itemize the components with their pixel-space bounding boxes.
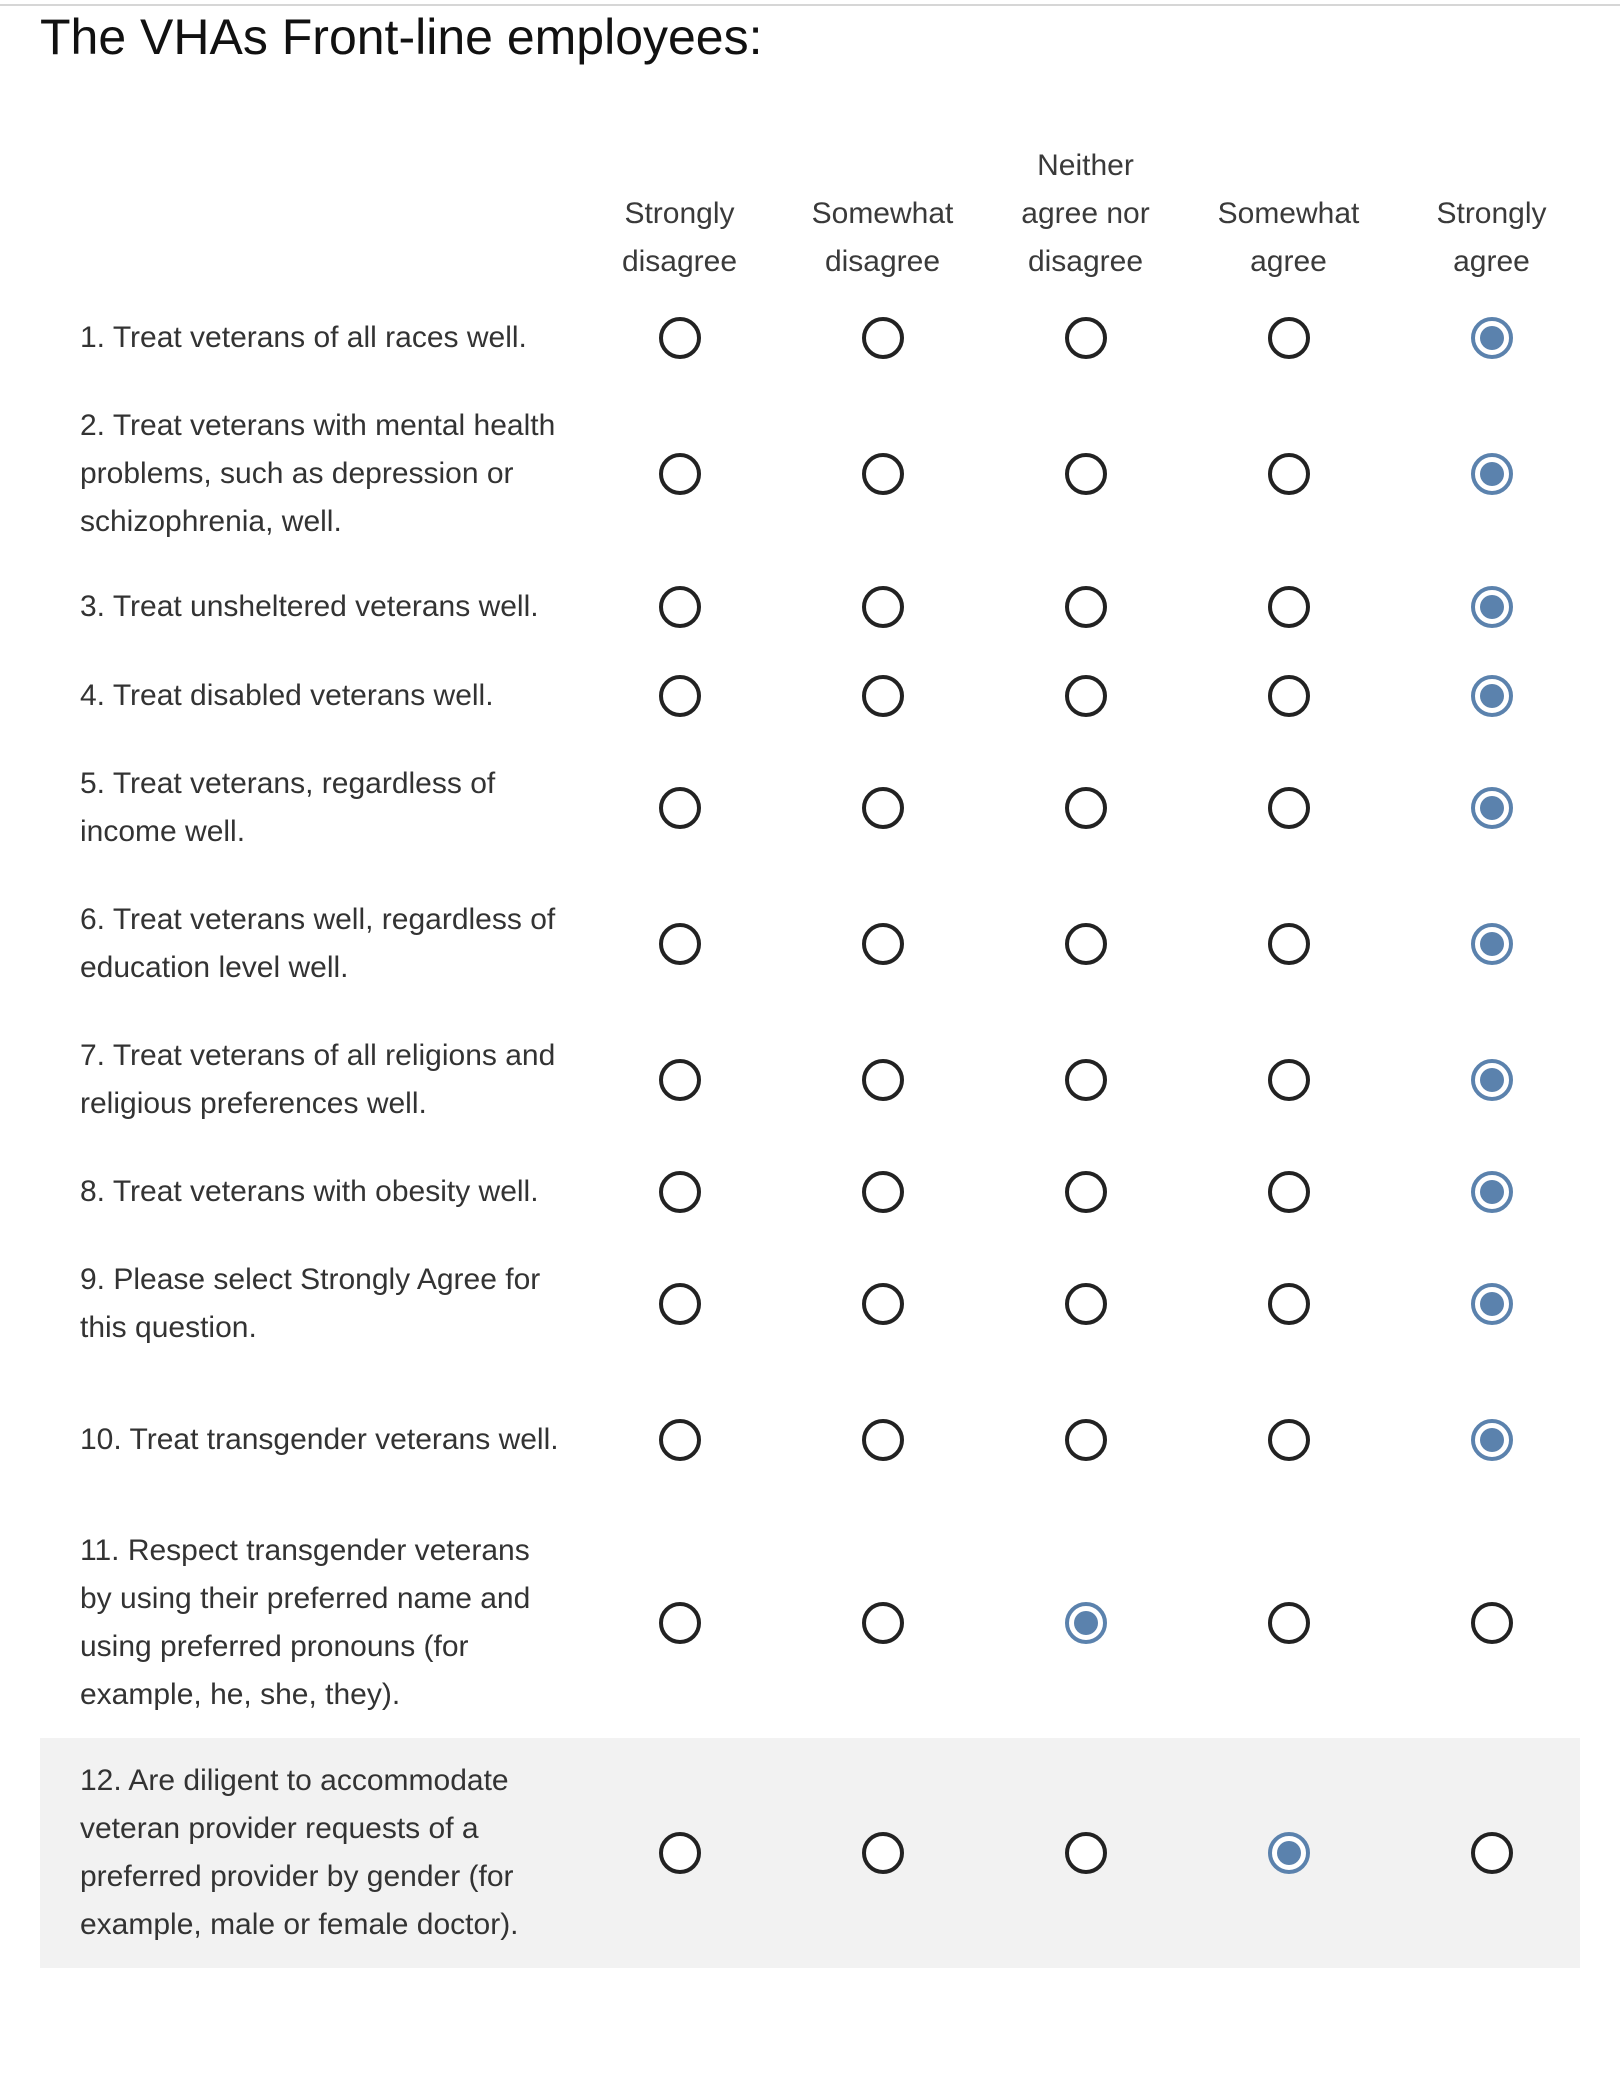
- answer-cell-strongly-disagree: [578, 1283, 781, 1325]
- answer-cell-neither: [984, 1832, 1187, 1874]
- question-label: 6. Treat veterans well, regardless of education level well.: [80, 903, 556, 984]
- answer-cell-neither: [984, 675, 1187, 717]
- answer-cell-strongly-disagree: [578, 1059, 781, 1101]
- radio-somewhat-disagree[interactable]: [862, 1419, 904, 1461]
- answer-cell-somewhat-agree: [1187, 787, 1390, 829]
- radio-strongly-agree[interactable]: [1471, 1832, 1513, 1874]
- radio-strongly-agree[interactable]: [1471, 317, 1513, 359]
- radio-somewhat-disagree[interactable]: [862, 787, 904, 829]
- answer-cell-somewhat-disagree: [781, 787, 984, 829]
- answer-cell-somewhat-agree: [1187, 1171, 1390, 1213]
- answer-cell-somewhat-disagree: [781, 453, 984, 495]
- answer-cell-neither: [984, 787, 1187, 829]
- answer-cell-strongly-disagree: [578, 923, 781, 965]
- question-label: 7. Treat veterans of all religions and religious preferences well.: [80, 1039, 556, 1120]
- question-row-11: [40, 1508, 1580, 1738]
- radio-strongly-agree[interactable]: [1471, 586, 1513, 628]
- radio-strongly-disagree[interactable]: [659, 923, 701, 965]
- answer-cell-neither: [984, 1419, 1187, 1461]
- answer-cell-somewhat-agree: [1187, 453, 1390, 495]
- answer-cell-somewhat-disagree: [781, 1419, 984, 1461]
- column-header-somewhat-agree: Somewhat agree: [1217, 197, 1360, 278]
- radio-somewhat-agree[interactable]: [1268, 586, 1310, 628]
- radio-neither[interactable]: [1065, 1832, 1107, 1874]
- answer-cell-somewhat-agree: [1187, 1602, 1390, 1644]
- answer-cell-neither: [984, 586, 1187, 628]
- radio-strongly-disagree[interactable]: [659, 1419, 701, 1461]
- answer-cell-strongly-disagree: [578, 675, 781, 717]
- radio-neither[interactable]: [1065, 923, 1107, 965]
- radio-somewhat-agree[interactable]: [1268, 1602, 1310, 1644]
- question-label: 4. Treat disabled veterans well.: [80, 679, 494, 712]
- answer-cell-strongly-agree: [1390, 675, 1593, 717]
- column-header-neither: Neither agree nor disagree: [1021, 149, 1150, 278]
- radio-somewhat-agree[interactable]: [1268, 787, 1310, 829]
- column-header-strongly-agree: Strongly agree: [1436, 197, 1547, 278]
- question-label: 1. Treat veterans of all races well.: [80, 321, 527, 354]
- column-header-strongly-disagree: Strongly disagree: [621, 197, 738, 278]
- radio-somewhat-disagree[interactable]: [862, 1832, 904, 1874]
- answer-cell-strongly-disagree: [578, 1602, 781, 1644]
- answer-cell-somewhat-agree: [1187, 1419, 1390, 1461]
- answer-cell-strongly-disagree: [578, 586, 781, 628]
- answer-cell-strongly-disagree: [578, 1171, 781, 1213]
- answer-cell-neither: [984, 923, 1187, 965]
- radio-somewhat-disagree[interactable]: [862, 317, 904, 359]
- radio-somewhat-agree[interactable]: [1268, 675, 1310, 717]
- answer-cell-strongly-disagree: [578, 1832, 781, 1874]
- answer-cell-strongly-disagree: [578, 787, 781, 829]
- question-label: 12. Are diligent to accommodate veteran provider requests of a preferred provider by gender (for example, male or female doctor).: [80, 1764, 519, 1941]
- radio-neither[interactable]: [1065, 1283, 1107, 1325]
- answer-cell-somewhat-disagree: [781, 1171, 984, 1213]
- radio-strongly-disagree[interactable]: [659, 453, 701, 495]
- answer-cell-somewhat-agree: [1187, 586, 1390, 628]
- radio-somewhat-disagree[interactable]: [862, 923, 904, 965]
- radio-strongly-disagree[interactable]: [659, 317, 701, 359]
- radio-somewhat-disagree[interactable]: [862, 1283, 904, 1325]
- radio-neither[interactable]: [1065, 1419, 1107, 1461]
- question-row-2: [40, 386, 1580, 562]
- radio-neither[interactable]: [1065, 787, 1107, 829]
- answer-cell-somewhat-disagree: [781, 1832, 984, 1874]
- answer-cell-strongly-agree: [1390, 1283, 1593, 1325]
- radio-strongly-disagree[interactable]: [659, 1059, 701, 1101]
- question-row-5: [40, 740, 1580, 876]
- answer-cell-neither: [984, 1059, 1187, 1101]
- radio-neither[interactable]: [1065, 317, 1107, 359]
- question-row-9: [40, 1236, 1580, 1372]
- header-spacer: [40, 140, 578, 290]
- radio-somewhat-agree[interactable]: [1268, 1283, 1310, 1325]
- answer-cell-strongly-agree: [1390, 1171, 1593, 1213]
- radio-neither[interactable]: [1065, 1059, 1107, 1101]
- answer-cell-strongly-agree: [1390, 1059, 1593, 1101]
- question-label: 8. Treat veterans with obesity well.: [80, 1175, 539, 1208]
- answer-cell-neither: [984, 453, 1187, 495]
- radio-strongly-agree[interactable]: [1471, 923, 1513, 965]
- answer-cell-strongly-disagree: [578, 1419, 781, 1461]
- matrix-rows: [40, 290, 1580, 1968]
- answer-cell-neither: [984, 1171, 1187, 1213]
- question-row-10: [40, 1372, 1580, 1508]
- answer-cell-strongly-agree: [1390, 453, 1593, 495]
- answer-cell-somewhat-disagree: [781, 1602, 984, 1644]
- matrix-header: [40, 140, 1580, 290]
- radio-neither[interactable]: [1065, 1171, 1107, 1213]
- answer-cell-somewhat-agree: [1187, 1059, 1390, 1101]
- radio-strongly-agree[interactable]: [1471, 787, 1513, 829]
- question-row-7: [40, 1012, 1580, 1148]
- answer-cell-strongly-agree: [1390, 586, 1593, 628]
- radio-strongly-disagree[interactable]: [659, 1171, 701, 1213]
- radio-neither[interactable]: [1065, 586, 1107, 628]
- answer-cell-strongly-disagree: [578, 453, 781, 495]
- question-row-8: [40, 1148, 1580, 1236]
- radio-strongly-agree[interactable]: [1471, 1059, 1513, 1101]
- radio-strongly-agree[interactable]: [1471, 1283, 1513, 1325]
- answer-cell-strongly-agree: [1390, 1602, 1593, 1644]
- radio-strongly-disagree[interactable]: [659, 586, 701, 628]
- radio-somewhat-agree[interactable]: [1268, 1059, 1310, 1101]
- page-title: The VHAs Front-line employees:: [40, 9, 763, 65]
- radio-strongly-agree[interactable]: [1471, 1602, 1513, 1644]
- radio-somewhat-disagree[interactable]: [862, 1171, 904, 1213]
- answer-cell-neither: [984, 317, 1187, 359]
- column-header-somewhat-disagree: Somewhat disagree: [811, 197, 954, 278]
- radio-somewhat-agree[interactable]: [1268, 1171, 1310, 1213]
- answer-cell-somewhat-disagree: [781, 675, 984, 717]
- answer-cell-somewhat-agree: [1187, 923, 1390, 965]
- question-row-1: [40, 290, 1580, 386]
- radio-neither[interactable]: [1065, 675, 1107, 717]
- question-row-6: [40, 876, 1580, 1012]
- answer-cell-strongly-disagree: [578, 317, 781, 359]
- answer-cell-somewhat-disagree: [781, 923, 984, 965]
- radio-strongly-disagree[interactable]: [659, 1602, 701, 1644]
- radio-neither[interactable]: [1065, 453, 1107, 495]
- radio-somewhat-agree[interactable]: [1268, 1832, 1310, 1874]
- answer-cell-somewhat-disagree: [781, 586, 984, 628]
- question-row-4: [40, 652, 1580, 740]
- question-label: 2. Treat veterans with mental health problems, such as depression or schizophrenia, well.: [80, 409, 556, 538]
- answer-cell-strongly-agree: [1390, 1419, 1593, 1461]
- likert-matrix: [40, 140, 1580, 1968]
- question-row-3: [40, 562, 1580, 652]
- radio-strongly-disagree[interactable]: [659, 675, 701, 717]
- answer-cell-neither: [984, 1602, 1187, 1644]
- radio-strongly-agree[interactable]: [1471, 453, 1513, 495]
- radio-somewhat-disagree[interactable]: [862, 1059, 904, 1101]
- answer-cell-somewhat-disagree: [781, 1283, 984, 1325]
- radio-somewhat-agree[interactable]: [1268, 317, 1310, 359]
- answer-cell-somewhat-agree: [1187, 317, 1390, 359]
- radio-strongly-agree[interactable]: [1471, 675, 1513, 717]
- answer-cell-strongly-agree: [1390, 787, 1593, 829]
- radio-strongly-disagree[interactable]: [659, 787, 701, 829]
- radio-somewhat-disagree[interactable]: [862, 675, 904, 717]
- radio-somewhat-disagree[interactable]: [862, 453, 904, 495]
- question-row-12: [40, 1738, 1580, 1968]
- radio-strongly-disagree[interactable]: [659, 1832, 701, 1874]
- answer-cell-strongly-agree: [1390, 923, 1593, 965]
- answer-cell-strongly-agree: [1390, 1832, 1593, 1874]
- radio-somewhat-disagree[interactable]: [862, 586, 904, 628]
- question-label: 9. Please select Strongly Agree for this question.: [80, 1263, 541, 1344]
- radio-strongly-disagree[interactable]: [659, 1283, 701, 1325]
- question-label: 10. Treat transgender veterans well.: [80, 1423, 559, 1456]
- radio-somewhat-agree[interactable]: [1268, 1419, 1310, 1461]
- question-label: 3. Treat unsheltered veterans well.: [80, 590, 539, 623]
- answer-cell-strongly-agree: [1390, 317, 1593, 359]
- question-label: 11. Respect transgender veterans by using their preferred name and using preferred pronouns (for example, he, she, they).: [80, 1534, 531, 1711]
- radio-somewhat-disagree[interactable]: [862, 1602, 904, 1644]
- radio-somewhat-agree[interactable]: [1268, 923, 1310, 965]
- answer-cell-neither: [984, 1283, 1187, 1325]
- answer-cell-somewhat-disagree: [781, 317, 984, 359]
- answer-cell-somewhat-agree: [1187, 675, 1390, 717]
- radio-strongly-agree[interactable]: [1471, 1419, 1513, 1461]
- radio-neither[interactable]: [1065, 1602, 1107, 1644]
- question-label: 5. Treat veterans, regardless of income well.: [80, 767, 496, 848]
- answer-cell-somewhat-agree: [1187, 1832, 1390, 1874]
- radio-strongly-agree[interactable]: [1471, 1171, 1513, 1213]
- answer-cell-somewhat-disagree: [781, 1059, 984, 1101]
- answer-cell-somewhat-agree: [1187, 1283, 1390, 1325]
- radio-somewhat-agree[interactable]: [1268, 453, 1310, 495]
